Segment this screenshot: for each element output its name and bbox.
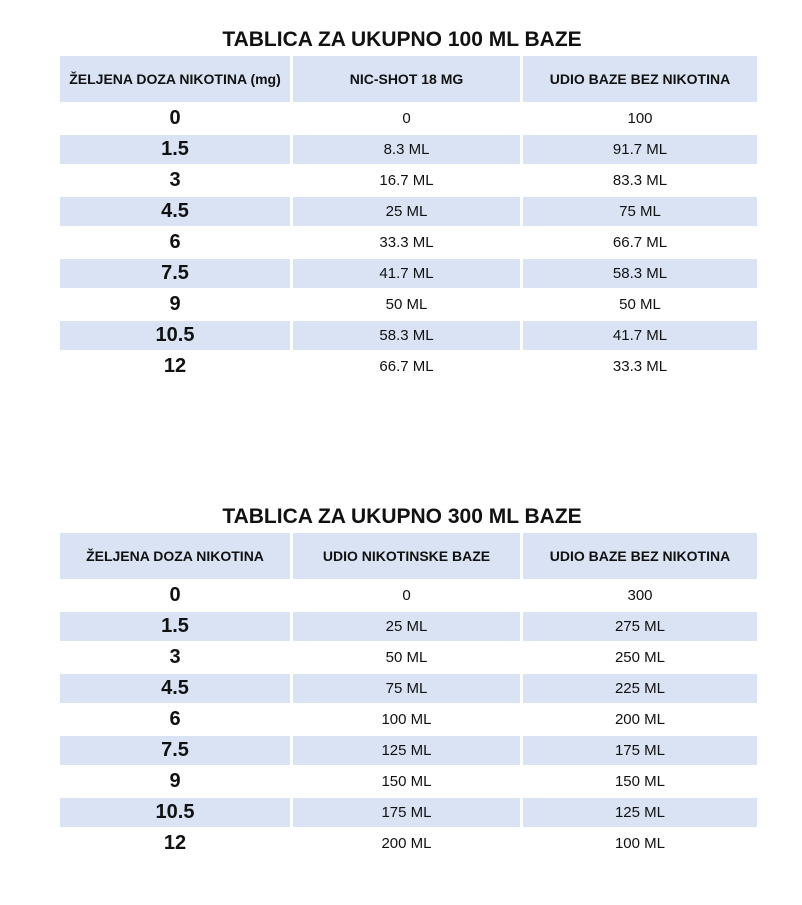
nic-cell: 50 ML	[385, 296, 428, 313]
base-cell: 125 ML	[523, 798, 757, 827]
nic-cell: 33.3 ML	[379, 234, 434, 251]
nic-cell: 0	[402, 110, 411, 127]
base-cell: 225 ML	[523, 674, 757, 703]
base-cell: 175 ML	[523, 736, 757, 765]
table-row	[60, 767, 757, 796]
dose-cell: 10.5	[60, 321, 290, 350]
table-section-300ml	[0, 503, 802, 860]
column-header-dose: ŽELJENA DOZA NIKOTINA (mg)	[60, 56, 290, 102]
dose-cell: 0	[169, 584, 181, 606]
dose-cell: 4.5	[60, 674, 290, 703]
dose-cell: 1.5	[60, 135, 290, 164]
table-row	[60, 166, 757, 195]
table-row	[60, 736, 757, 765]
column-header-base: UDIO BAZE BEZ NIKOTINA	[523, 533, 757, 579]
dose-cell: 7.5	[60, 736, 290, 765]
dose-cell: 12	[163, 355, 187, 377]
table-row	[60, 581, 757, 610]
table-row	[60, 135, 757, 164]
nic-cell: 150 ML	[381, 773, 432, 790]
nic-cell: 50 ML	[385, 649, 428, 666]
base-cell: 83.3 ML	[612, 172, 668, 189]
nicotine-table-100ml	[57, 54, 760, 383]
dose-cell: 12	[163, 832, 187, 854]
table-title: TABLICA ZA UKUPNO 100 ML BAZE	[222, 28, 582, 51]
nic-cell: 25 ML	[293, 612, 520, 641]
table-row	[60, 197, 757, 226]
table-row	[60, 798, 757, 827]
nic-cell: 75 ML	[293, 674, 520, 703]
nic-cell: 16.7 ML	[379, 172, 434, 189]
table-row	[60, 290, 757, 319]
nic-cell: 41.7 ML	[293, 259, 520, 288]
dose-cell: 3	[169, 646, 181, 668]
column-header-nic-shot: NIC-SHOT 18 MG	[293, 56, 520, 102]
table-row	[60, 643, 757, 672]
table-row	[60, 104, 757, 133]
dose-cell: 6	[169, 708, 181, 730]
table-row	[60, 674, 757, 703]
base-cell: 91.7 ML	[523, 135, 757, 164]
table-row	[60, 829, 757, 858]
nic-cell: 66.7 ML	[379, 358, 434, 375]
base-cell: 50 ML	[619, 296, 661, 313]
nic-cell: 125 ML	[293, 736, 520, 765]
column-header-dose: ŽELJENA DOZA NIKOTINA	[60, 533, 290, 579]
dose-cell: 6	[169, 231, 181, 253]
dose-cell: 9	[169, 770, 181, 792]
nic-cell: 100 ML	[381, 711, 432, 728]
base-cell: 66.7 ML	[612, 234, 668, 251]
column-header-nicotine-base: UDIO NIKOTINSKE BAZE	[293, 533, 520, 579]
base-cell: 150 ML	[614, 773, 666, 790]
base-cell: 58.3 ML	[523, 259, 757, 288]
nic-cell: 58.3 ML	[293, 321, 520, 350]
base-cell: 75 ML	[523, 197, 757, 226]
table-row	[60, 612, 757, 641]
base-cell: 275 ML	[523, 612, 757, 641]
dose-cell: 4.5	[60, 197, 290, 226]
dose-cell: 0	[169, 107, 181, 129]
base-cell: 200 ML	[614, 711, 666, 728]
table-section-100ml	[0, 26, 802, 383]
base-cell: 100	[627, 110, 653, 127]
dose-cell: 9	[169, 293, 181, 315]
base-cell: 100 ML	[614, 835, 666, 852]
table-row	[60, 228, 757, 257]
base-cell: 33.3 ML	[612, 358, 668, 375]
column-header-base: UDIO BAZE BEZ NIKOTINA	[523, 56, 757, 102]
table-row	[60, 705, 757, 734]
table-row	[60, 321, 757, 350]
nic-cell: 200 ML	[381, 835, 432, 852]
nic-cell: 175 ML	[293, 798, 520, 827]
nic-cell: 25 ML	[293, 197, 520, 226]
base-cell: 41.7 ML	[523, 321, 757, 350]
nicotine-table-300ml	[57, 531, 760, 860]
table-header-row	[60, 56, 757, 102]
base-cell: 250 ML	[614, 649, 666, 666]
base-cell: 300	[627, 587, 653, 604]
dose-cell: 1.5	[60, 612, 290, 641]
nic-cell: 8.3 ML	[293, 135, 520, 164]
dose-cell: 3	[169, 169, 181, 191]
dose-cell: 7.5	[60, 259, 290, 288]
table-row	[60, 259, 757, 288]
table-row	[60, 352, 757, 381]
table-header-row	[60, 533, 757, 579]
nic-cell: 0	[402, 587, 411, 604]
dose-cell: 10.5	[60, 798, 290, 827]
table-title: TABLICA ZA UKUPNO 300 ML BAZE	[222, 505, 582, 528]
